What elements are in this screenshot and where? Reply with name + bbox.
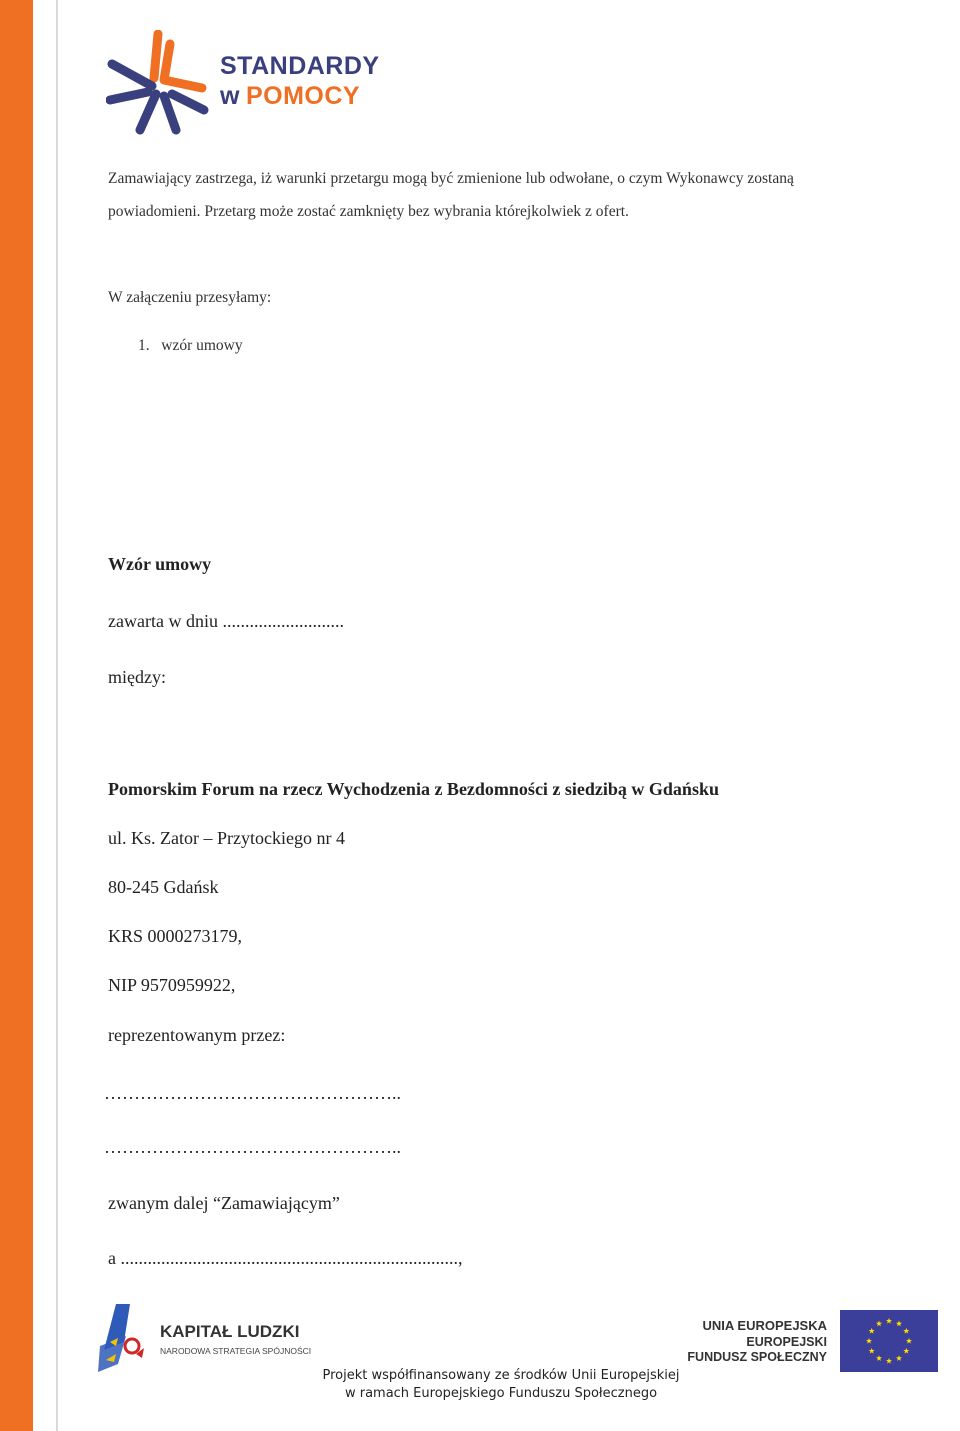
logo-text-w-pomocy [220, 82, 360, 111]
contract-heading: Wzór umowy [108, 554, 212, 574]
party-city: 80-245 Gdańsk [108, 877, 219, 897]
between-label: między: [108, 667, 166, 687]
party-nip: NIP 9570959922, [108, 975, 236, 995]
eu-text-block [687, 1318, 827, 1364]
eu-flag-icon [840, 1310, 938, 1372]
footer-note-line-2: w ramach Europejskiego Funduszu Społecznego [344, 1386, 658, 1401]
representative-line-1: ………………………………………….. [104, 1083, 401, 1103]
eu-line-1: UNIA EUROPEJSKA [702, 1318, 827, 1333]
contract-date-line: zawarta w dniu ........................... [108, 611, 344, 631]
represented-by-label: reprezentowanym przez: [108, 1025, 286, 1045]
footer-note-line-1: Projekt współfinansowany ze środków Unii Europejskiej [322, 1368, 680, 1383]
orange-side-bar [0, 0, 33, 1431]
party-krs: KRS 0000273179, [108, 926, 243, 946]
contractor-line: a ..........................................................................., [108, 1248, 463, 1268]
representative-line-2: ………………………………………….. [104, 1137, 401, 1157]
star-logo-icon [106, 30, 216, 135]
eu-line-3: FUNDUSZ SPOŁECZNY [687, 1350, 827, 1364]
party-name: Pomorskim Forum na rzecz Wychodzenia z Bezdomności z siedzibą w Gdańsku [108, 779, 719, 799]
party-street: ul. Ks. Zator – Przytockiego nr 4 [108, 828, 345, 848]
called-orderer-line: zwanym dalej “Zamawiającym” [108, 1193, 340, 1213]
standardy-w-pomocy-logo [106, 30, 406, 135]
logo-text-pomocy: POMOCY [245, 82, 361, 110]
kapital-ludzki-flag-icon [96, 1302, 160, 1374]
intro-line-2: powiadomieni. Przetarg może zostać zamknięty bez wybrania którejkolwiek z ofert. [108, 203, 629, 220]
attachment-item: 1. wzór umowy [138, 337, 243, 354]
intro-line-1: Zamawiający zastrzega, iż warunki przetargu mogą być zmienione lub odwołane, o czym Wykonawcy zostaną [108, 170, 794, 187]
logo-text-w: w [220, 82, 240, 110]
side-divider-line [56, 0, 58, 1431]
attachments-label: W załączeniu przesyłamy: [108, 289, 272, 306]
kapital-ludzki-logo [96, 1302, 336, 1374]
kapital-ludzki-subtitle: NARODOWA STRATEGIA SPÓJNOŚCI [160, 1346, 312, 1356]
logo-text-standardy: STANDARDY [220, 52, 380, 80]
eu-line-2: EUROPEJSKI [746, 1335, 827, 1349]
kapital-ludzki-title: KAPITAŁ LUDZKI [160, 1322, 300, 1341]
